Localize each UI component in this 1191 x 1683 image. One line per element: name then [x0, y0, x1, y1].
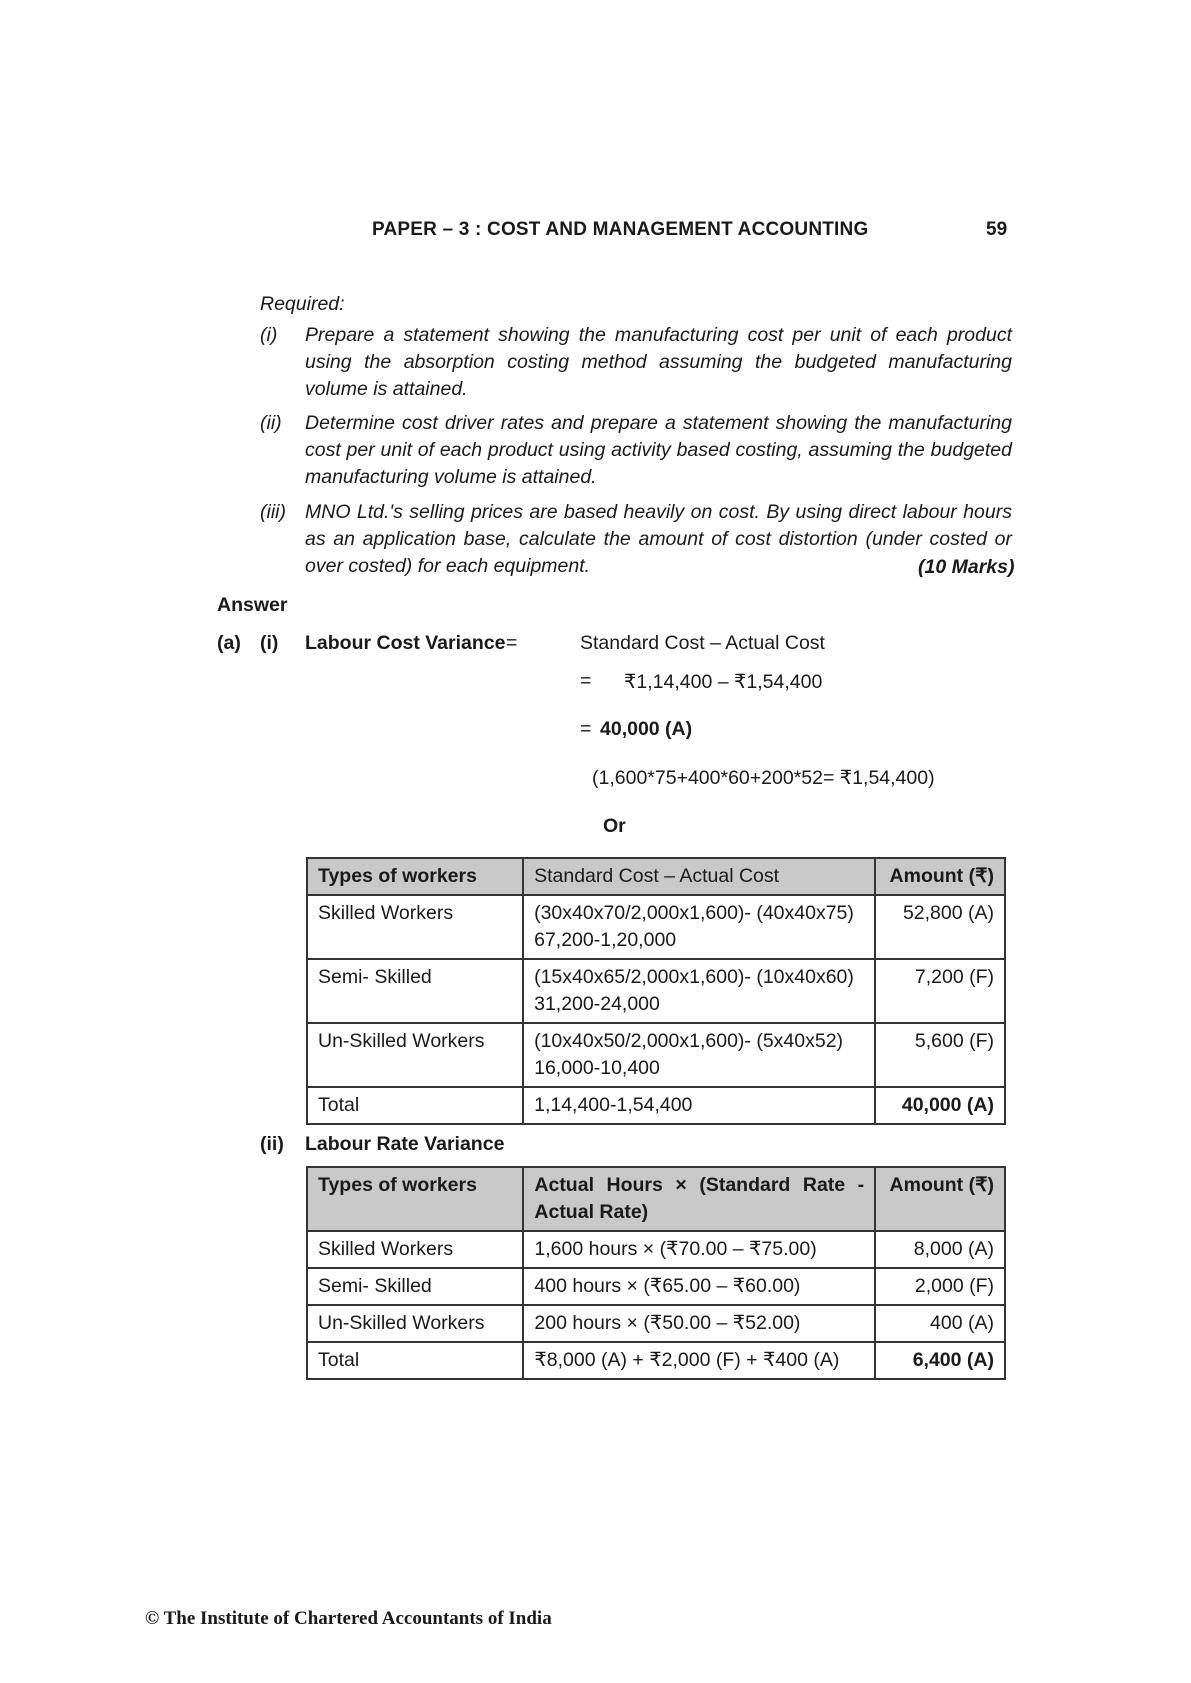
running-header: PAPER – 3 : COST AND MANAGEMENT ACCOUNTING: [372, 219, 869, 240]
or-separator: Or: [603, 815, 626, 837]
labour-rate-variance-label: Labour Rate Variance: [305, 1133, 505, 1155]
total-calculation-cell: 1,14,400-1,54,400: [523, 1087, 875, 1124]
total-calculation-cell: ₹8,000 (A) + ₹2,000 (F) + ₹400 (A): [523, 1342, 875, 1379]
lcv-result: 40,000 (A): [600, 718, 693, 740]
amount-cell: 5,600 (F): [875, 1023, 1005, 1087]
requirement-number: (ii): [260, 412, 282, 434]
total-amount-cell: 6,400 (A): [875, 1342, 1005, 1379]
worker-type-cell: Skilled Workers: [307, 1231, 523, 1268]
labour-rate-variance-table: [306, 1166, 1006, 1380]
marks-label: (10 Marks): [918, 556, 1015, 578]
equals-sign: =: [580, 670, 592, 692]
requirement-number: (iii): [260, 501, 286, 523]
total-amount-cell: 40,000 (A): [875, 1087, 1005, 1124]
calculation-cell: [523, 1023, 875, 1087]
calc-line: 67,200-1,20,000: [534, 929, 677, 951]
header-cell: Amount (₹): [875, 858, 1005, 895]
worker-type-cell: Un-Skilled Workers: [307, 1023, 523, 1087]
part-i-label: (i): [260, 632, 279, 654]
total-label-cell: Total: [307, 1342, 523, 1379]
header-cell: Types of workers: [307, 1167, 523, 1231]
total-row: [307, 1342, 1005, 1379]
requirement-item: [260, 410, 1010, 491]
calc-line: (30x40x70/2,000x1,600)- (40x40x75): [534, 902, 854, 924]
amount-cell: 2,000 (F): [875, 1268, 1005, 1305]
calc-line: 31,200-24,000: [534, 993, 660, 1015]
calculation-cell: [523, 895, 875, 959]
calculation-cell: 200 hours × (₹50.00 – ₹52.00): [523, 1305, 875, 1342]
calc-line: (10x40x50/2,000x1,600)- (5x40x52): [534, 1030, 844, 1052]
requirement-item: [260, 322, 1010, 403]
calc-line: 16,000-10,400: [534, 1057, 660, 1079]
table-row: [307, 1023, 1005, 1087]
table-row: [307, 1231, 1005, 1268]
amount-cell: 52,800 (A): [875, 895, 1005, 959]
copyright-footer: © The Institute of Chartered Accountants of India: [145, 1608, 552, 1629]
total-row: [307, 1087, 1005, 1124]
labour-cost-variance-label: Labour Cost Variance: [305, 632, 506, 654]
lcv-formula: Standard Cost – Actual Cost: [580, 632, 825, 654]
amount-cell: 400 (A): [875, 1305, 1005, 1342]
worker-type-cell: Semi- Skilled: [307, 1268, 523, 1305]
worker-type-cell: Un-Skilled Workers: [307, 1305, 523, 1342]
calc-line: (15x40x65/2,000x1,600)- (10x40x60): [534, 966, 854, 988]
total-label-cell: Total: [307, 1087, 523, 1124]
requirement-text: MNO Ltd.'s selling prices are based heavily on cost. By using direct labour hours as an application base, calculate the amount of cost distortion (under costed or over costed) for each equipment.: [305, 501, 1012, 577]
worker-type-cell: Semi- Skilled: [307, 959, 523, 1023]
amount-cell: 7,200 (F): [875, 959, 1005, 1023]
part-a-label: (a): [217, 632, 241, 654]
header-cell: Amount (₹): [875, 1167, 1005, 1231]
table-header-row: [307, 858, 1005, 895]
equals-sign: =: [506, 632, 518, 654]
equals-sign: =: [580, 718, 592, 740]
header-cell: Standard Cost – Actual Cost: [523, 858, 875, 895]
labour-cost-variance-table: [306, 857, 1006, 1125]
part-ii-label: (ii): [260, 1133, 284, 1155]
calculation-cell: 400 hours × (₹65.00 – ₹60.00): [523, 1268, 875, 1305]
table-row: [307, 959, 1005, 1023]
header-cell: Actual Hours × (Standard Rate - Actual Rate): [523, 1167, 875, 1231]
calculation-cell: 1,600 hours × (₹70.00 – ₹75.00): [523, 1231, 875, 1268]
requirement-item: [260, 499, 1010, 580]
page-number: 59: [986, 219, 1008, 240]
lcv-values: ₹1,14,400 – ₹1,54,400: [624, 671, 823, 693]
amount-cell: 8,000 (A): [875, 1231, 1005, 1268]
worker-type-cell: Skilled Workers: [307, 895, 523, 959]
requirement-number: (i): [260, 324, 278, 346]
table-row: [307, 895, 1005, 959]
header-cell: Types of workers: [307, 858, 523, 895]
requirement-text: Prepare a statement showing the manufacturing cost per unit of each product using the absorption costing method assuming the budgeted manufacturing volume is attained.: [305, 324, 1012, 400]
requirement-text: Determine cost driver rates and prepare a statement showing the manufacturing cost per unit of each product using activity based costing, assuming the budgeted manufacturing volume is attained.: [305, 412, 1012, 488]
table-row: [307, 1268, 1005, 1305]
required-label: Required:: [260, 293, 345, 315]
calculation-cell: [523, 959, 875, 1023]
answer-heading: Answer: [217, 594, 288, 616]
lcv-note: (1,600*75+400*60+200*52= ₹1,54,400): [592, 767, 935, 789]
table-header-row: [307, 1167, 1005, 1231]
table-row: [307, 1305, 1005, 1342]
